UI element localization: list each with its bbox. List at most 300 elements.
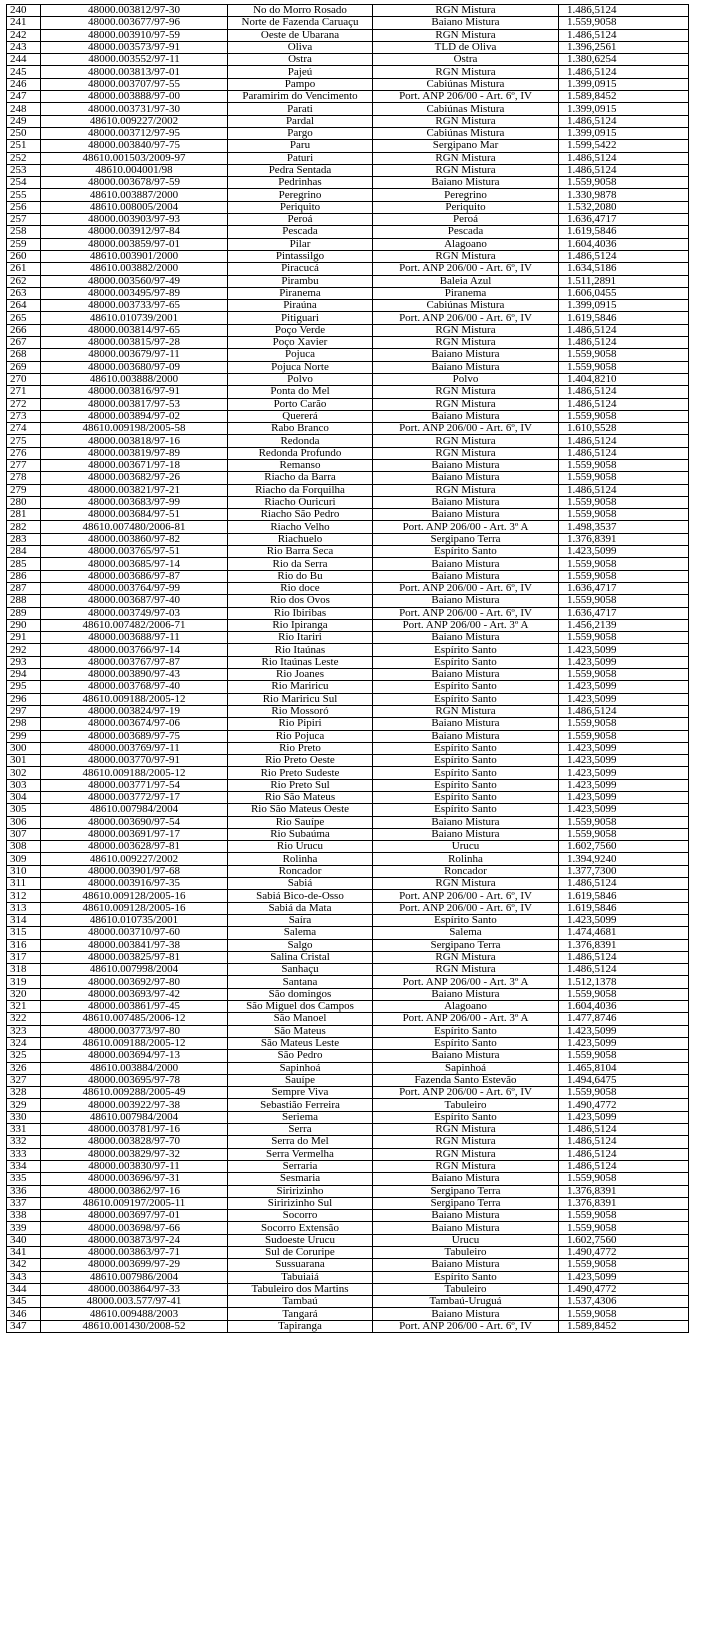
price-value-cell: 1.423,5099 xyxy=(559,914,689,926)
table-row xyxy=(7,447,689,459)
price-value-cell: 1.486,5124 xyxy=(559,1124,689,1136)
field-name-cell: Riachuelo xyxy=(228,533,373,545)
process-number-cell: 48000.003766/97-14 xyxy=(41,644,228,656)
field-name-cell: Ostra xyxy=(228,54,373,66)
row-number-cell: 289 xyxy=(7,607,41,619)
oil-type-cell: Tabuleiro xyxy=(373,1246,559,1258)
field-name-cell: Norte de Fazenda Caruaçu xyxy=(228,17,373,29)
row-number-cell: 317 xyxy=(7,951,41,963)
price-value-cell: 1.604,4036 xyxy=(559,238,689,250)
price-value-cell: 1.486,5124 xyxy=(559,878,689,890)
row-number-cell: 327 xyxy=(7,1074,41,1086)
table-row xyxy=(7,103,689,115)
field-name-cell: Oliva xyxy=(228,41,373,53)
oil-type-cell: Fazenda Santo Estevão xyxy=(373,1074,559,1086)
field-name-cell: Rio Preto Sudeste xyxy=(228,767,373,779)
field-name-cell: Rio São Mateus Oeste xyxy=(228,804,373,816)
field-name-cell: Redonda Profundo xyxy=(228,447,373,459)
table-row xyxy=(7,656,689,668)
field-name-cell: Santana xyxy=(228,976,373,988)
row-number-cell: 336 xyxy=(7,1185,41,1197)
process-number-cell: 48610.007998/2004 xyxy=(41,964,228,976)
row-number-cell: 345 xyxy=(7,1296,41,1308)
table-row xyxy=(7,914,689,926)
price-value-cell: 1.532,2080 xyxy=(559,201,689,213)
row-number-cell: 309 xyxy=(7,853,41,865)
row-number-cell: 241 xyxy=(7,17,41,29)
price-value-cell: 1.490,4772 xyxy=(559,1283,689,1295)
process-number-cell: 48000.003916/97-35 xyxy=(41,878,228,890)
row-number-cell: 244 xyxy=(7,54,41,66)
table-row xyxy=(7,1210,689,1222)
process-number-cell: 48000.003772/97-17 xyxy=(41,792,228,804)
row-number-cell: 249 xyxy=(7,115,41,127)
oil-type-cell: Port. ANP 206/00 - Art. 6º, IV xyxy=(373,423,559,435)
price-value-cell: 1.606,0455 xyxy=(559,287,689,299)
price-value-cell: 1.559,9058 xyxy=(559,988,689,1000)
oil-type-cell: Port. ANP 206/00 - Art. 3º A xyxy=(373,619,559,631)
process-number-cell: 48000.003824/97-19 xyxy=(41,705,228,717)
row-number-cell: 259 xyxy=(7,238,41,250)
row-number-cell: 294 xyxy=(7,669,41,681)
oil-type-cell: Port. ANP 206/00 - Art. 6º, IV xyxy=(373,607,559,619)
table-row xyxy=(7,189,689,201)
price-value-cell: 1.423,5099 xyxy=(559,656,689,668)
field-name-cell: Rio Pipiri xyxy=(228,718,373,730)
field-name-cell: Serra do Mel xyxy=(228,1136,373,1148)
process-number-cell: 48000.003829/97-32 xyxy=(41,1148,228,1160)
table-row xyxy=(7,349,689,361)
process-number-cell: 48610.007480/2006-81 xyxy=(41,521,228,533)
process-number-cell: 48000.003818/97-16 xyxy=(41,435,228,447)
row-number-cell: 331 xyxy=(7,1124,41,1136)
price-value-cell: 1.423,5099 xyxy=(559,1025,689,1037)
process-number-cell: 48000.003910/97-59 xyxy=(41,29,228,41)
oil-type-cell: Sergipano Terra xyxy=(373,1185,559,1197)
price-value-cell: 1.610,5528 xyxy=(559,423,689,435)
process-number-cell: 48610.003882/2000 xyxy=(41,263,228,275)
oil-type-cell: RGN Mistura xyxy=(373,447,559,459)
table-row xyxy=(7,78,689,90)
row-number-cell: 290 xyxy=(7,619,41,631)
row-number-cell: 278 xyxy=(7,472,41,484)
table-row xyxy=(7,792,689,804)
field-name-cell: Siririzinho Sul xyxy=(228,1197,373,1209)
table-row xyxy=(7,263,689,275)
price-value-cell: 1.559,9058 xyxy=(559,1222,689,1234)
process-number-cell: 48610.007482/2006-71 xyxy=(41,619,228,631)
table-row xyxy=(7,730,689,742)
table-row xyxy=(7,705,689,717)
process-number-cell: 48000.003695/97-78 xyxy=(41,1074,228,1086)
process-number-cell: 48000.003693/97-42 xyxy=(41,988,228,1000)
row-number-cell: 272 xyxy=(7,398,41,410)
oil-type-cell: RGN Mistura xyxy=(373,29,559,41)
process-number-cell: 48000.003686/97-87 xyxy=(41,570,228,582)
process-number-cell: 48610.003888/2000 xyxy=(41,373,228,385)
row-number-cell: 332 xyxy=(7,1136,41,1148)
process-number-cell: 48000.003817/97-53 xyxy=(41,398,228,410)
price-value-cell: 1.399,0915 xyxy=(559,103,689,115)
oil-type-cell: Baiano Mistura xyxy=(373,988,559,1000)
oil-type-cell: Espírito Santo xyxy=(373,1111,559,1123)
table-row xyxy=(7,570,689,582)
field-name-cell: Serra Vermelha xyxy=(228,1148,373,1160)
row-number-cell: 284 xyxy=(7,546,41,558)
price-value-cell: 1.486,5124 xyxy=(559,66,689,78)
field-name-cell: Roncador xyxy=(228,865,373,877)
price-value-cell: 1.465,8104 xyxy=(559,1062,689,1074)
table-row xyxy=(7,238,689,250)
row-number-cell: 287 xyxy=(7,582,41,594)
field-name-cell: Pedra Sentada xyxy=(228,164,373,176)
price-value-cell: 1.559,9058 xyxy=(559,1087,689,1099)
table-row xyxy=(7,361,689,373)
process-number-cell: 48000.003691/97-17 xyxy=(41,828,228,840)
field-name-cell: São Pedro xyxy=(228,1050,373,1062)
row-number-cell: 246 xyxy=(7,78,41,90)
price-value-cell: 1.486,5124 xyxy=(559,250,689,262)
oil-type-cell: Salema xyxy=(373,927,559,939)
row-number-cell: 262 xyxy=(7,275,41,287)
field-name-cell: Salina Cristal xyxy=(228,951,373,963)
price-value-cell: 1.559,9058 xyxy=(559,718,689,730)
process-number-cell: 48000.003687/97-40 xyxy=(41,595,228,607)
price-value-cell: 1.486,5124 xyxy=(559,1160,689,1172)
price-value-cell: 1.512,1378 xyxy=(559,976,689,988)
table-row xyxy=(7,41,689,53)
price-value-cell: 1.559,9058 xyxy=(559,816,689,828)
table-row xyxy=(7,693,689,705)
row-number-cell: 304 xyxy=(7,792,41,804)
price-value-cell: 1.559,9058 xyxy=(559,177,689,189)
table-row xyxy=(7,521,689,533)
oil-type-cell: RGN Mistura xyxy=(373,1124,559,1136)
field-name-cell: Rolinha xyxy=(228,853,373,865)
row-number-cell: 243 xyxy=(7,41,41,53)
field-name-cell: Sempre Viva xyxy=(228,1087,373,1099)
table-row xyxy=(7,484,689,496)
oil-type-cell: Cabiúnas Mistura xyxy=(373,127,559,139)
oil-type-cell: Baleia Azul xyxy=(373,275,559,287)
field-name-cell: Periquito xyxy=(228,201,373,213)
price-value-cell: 1.486,5124 xyxy=(559,1136,689,1148)
price-value-cell: 1.486,5124 xyxy=(559,115,689,127)
oil-type-cell: Port. ANP 206/00 - Art. 6º, IV xyxy=(373,890,559,902)
process-number-cell: 48610.010735/2001 xyxy=(41,914,228,926)
process-number-cell: 48610.009188/2005-12 xyxy=(41,693,228,705)
row-number-cell: 260 xyxy=(7,250,41,262)
table-row xyxy=(7,902,689,914)
process-number-cell: 48000.003769/97-11 xyxy=(41,742,228,754)
oil-type-cell: Port. ANP 206/00 - Art. 6º, IV xyxy=(373,582,559,594)
field-name-cell: Pedrinhas xyxy=(228,177,373,189)
table-row xyxy=(7,619,689,631)
oil-type-cell: RGN Mistura xyxy=(373,398,559,410)
process-number-cell: 48610.007984/2004 xyxy=(41,804,228,816)
field-name-cell: Pescada xyxy=(228,226,373,238)
table-row xyxy=(7,373,689,385)
price-value-cell: 1.486,5124 xyxy=(559,1148,689,1160)
table-row xyxy=(7,1013,689,1025)
price-value-cell: 1.486,5124 xyxy=(559,964,689,976)
row-number-cell: 311 xyxy=(7,878,41,890)
field-name-cell: Peroá xyxy=(228,214,373,226)
row-number-cell: 255 xyxy=(7,189,41,201)
oil-type-cell: Espírito Santo xyxy=(373,804,559,816)
oil-type-cell: Baiano Mistura xyxy=(373,595,559,607)
oil-type-cell: RGN Mistura xyxy=(373,164,559,176)
table-row xyxy=(7,300,689,312)
price-value-cell: 1.486,5124 xyxy=(559,484,689,496)
table-row xyxy=(7,398,689,410)
price-value-cell: 1.490,4772 xyxy=(559,1099,689,1111)
table-row xyxy=(7,410,689,422)
row-number-cell: 301 xyxy=(7,755,41,767)
table-row xyxy=(7,939,689,951)
row-number-cell: 318 xyxy=(7,964,41,976)
process-number-cell: 48000.003862/97-16 xyxy=(41,1185,228,1197)
table-row xyxy=(7,595,689,607)
row-number-cell: 281 xyxy=(7,509,41,521)
oil-type-cell: Polvo xyxy=(373,373,559,385)
oil-type-cell: Espírito Santo xyxy=(373,755,559,767)
process-number-cell: 48610.003884/2000 xyxy=(41,1062,228,1074)
row-number-cell: 295 xyxy=(7,681,41,693)
oil-type-cell: Espírito Santo xyxy=(373,742,559,754)
price-value-cell: 1.423,5099 xyxy=(559,693,689,705)
field-name-cell: Sesmaria xyxy=(228,1173,373,1185)
table-row xyxy=(7,250,689,262)
process-number-cell: 48000.003771/97-54 xyxy=(41,779,228,791)
process-number-cell: 48000.003773/97-80 xyxy=(41,1025,228,1037)
price-table xyxy=(6,4,689,1333)
field-name-cell: Riacho da Barra xyxy=(228,472,373,484)
table-row xyxy=(7,1283,689,1295)
process-number-cell: 48000.003890/97-43 xyxy=(41,669,228,681)
process-number-cell: 48610.009488/2003 xyxy=(41,1308,228,1320)
oil-type-cell: RGN Mistura xyxy=(373,5,559,17)
process-number-cell: 48610.007485/2006-12 xyxy=(41,1013,228,1025)
field-name-cell: Riacho São Pedro xyxy=(228,509,373,521)
process-number-cell: 48000.003828/97-70 xyxy=(41,1136,228,1148)
field-name-cell: Socorro xyxy=(228,1210,373,1222)
row-number-cell: 288 xyxy=(7,595,41,607)
row-number-cell: 323 xyxy=(7,1025,41,1037)
row-number-cell: 271 xyxy=(7,386,41,398)
price-value-cell: 1.486,5124 xyxy=(559,324,689,336)
table-row xyxy=(7,890,689,902)
process-number-cell: 48000.003688/97-11 xyxy=(41,632,228,644)
oil-type-cell: Espírito Santo xyxy=(373,914,559,926)
row-number-cell: 305 xyxy=(7,804,41,816)
oil-type-cell: Baiano Mistura xyxy=(373,361,559,373)
oil-type-cell: Espírito Santo xyxy=(373,656,559,668)
table-row xyxy=(7,878,689,890)
field-name-cell: Pampo xyxy=(228,78,373,90)
table-row xyxy=(7,927,689,939)
field-name-cell: Sul de Coruripe xyxy=(228,1246,373,1258)
table-row xyxy=(7,287,689,299)
row-number-cell: 340 xyxy=(7,1234,41,1246)
oil-type-cell: Baiano Mistura xyxy=(373,17,559,29)
row-number-cell: 319 xyxy=(7,976,41,988)
row-number-cell: 306 xyxy=(7,816,41,828)
process-number-cell: 48000.003749/97-03 xyxy=(41,607,228,619)
row-number-cell: 286 xyxy=(7,570,41,582)
table-row xyxy=(7,964,689,976)
field-name-cell: São Mateus xyxy=(228,1025,373,1037)
price-value-cell: 1.602,7560 xyxy=(559,841,689,853)
table-row xyxy=(7,1148,689,1160)
table-row xyxy=(7,435,689,447)
price-value-cell: 1.474,4681 xyxy=(559,927,689,939)
row-number-cell: 265 xyxy=(7,312,41,324)
field-name-cell: Tabuiaiá xyxy=(228,1271,373,1283)
process-number-cell: 48610.003887/2000 xyxy=(41,189,228,201)
row-number-cell: 303 xyxy=(7,779,41,791)
table-row xyxy=(7,5,689,17)
process-number-cell: 48610.010739/2001 xyxy=(41,312,228,324)
price-value-cell: 1.394,9240 xyxy=(559,853,689,865)
field-name-cell: Rio Preto Oeste xyxy=(228,755,373,767)
price-value-cell: 1.602,7560 xyxy=(559,1234,689,1246)
row-number-cell: 291 xyxy=(7,632,41,644)
field-name-cell: Rio Itaúnas xyxy=(228,644,373,656)
field-name-cell: Rio da Serra xyxy=(228,558,373,570)
process-number-cell: 48000.003694/97-13 xyxy=(41,1050,228,1062)
field-name-cell: Tangará xyxy=(228,1308,373,1320)
price-value-cell: 1.604,4036 xyxy=(559,1001,689,1013)
oil-type-cell: Espírito Santo xyxy=(373,681,559,693)
table-row xyxy=(7,1222,689,1234)
price-value-cell: 1.423,5099 xyxy=(559,804,689,816)
oil-type-cell: Baiano Mistura xyxy=(373,349,559,361)
price-value-cell: 1.559,9058 xyxy=(559,361,689,373)
table-row xyxy=(7,669,689,681)
price-value-cell: 1.559,9058 xyxy=(559,1173,689,1185)
price-value-cell: 1.559,9058 xyxy=(559,410,689,422)
table-row xyxy=(7,607,689,619)
field-name-cell: Parati xyxy=(228,103,373,115)
field-name-cell: Seriema xyxy=(228,1111,373,1123)
oil-type-cell: Baiano Mistura xyxy=(373,558,559,570)
oil-type-cell: Baiano Mistura xyxy=(373,177,559,189)
row-number-cell: 339 xyxy=(7,1222,41,1234)
row-number-cell: 267 xyxy=(7,337,41,349)
price-value-cell: 1.423,5099 xyxy=(559,779,689,791)
price-value-cell: 1.456,2139 xyxy=(559,619,689,631)
oil-type-cell: RGN Mistura xyxy=(373,705,559,717)
oil-type-cell: Baiano Mistura xyxy=(373,669,559,681)
oil-type-cell: Alagoano xyxy=(373,1001,559,1013)
price-value-cell: 1.559,9058 xyxy=(559,17,689,29)
oil-type-cell: RGN Mistura xyxy=(373,1148,559,1160)
row-number-cell: 313 xyxy=(7,902,41,914)
process-number-cell: 48000.003770/97-91 xyxy=(41,755,228,767)
process-number-cell: 48610.009227/2002 xyxy=(41,115,228,127)
row-number-cell: 269 xyxy=(7,361,41,373)
row-number-cell: 274 xyxy=(7,423,41,435)
process-number-cell: 48000.003731/97-30 xyxy=(41,103,228,115)
field-name-cell: Rio dos Ovos xyxy=(228,595,373,607)
oil-type-cell: Sergipano Mar xyxy=(373,140,559,152)
row-number-cell: 254 xyxy=(7,177,41,189)
table-row xyxy=(7,1037,689,1049)
field-name-cell: Polvo xyxy=(228,373,373,385)
oil-type-cell: RGN Mistura xyxy=(373,250,559,262)
row-number-cell: 253 xyxy=(7,164,41,176)
table-row xyxy=(7,1111,689,1123)
oil-type-cell: Tabuleiro xyxy=(373,1099,559,1111)
field-name-cell: Sabiá Bico-de-Osso xyxy=(228,890,373,902)
row-number-cell: 314 xyxy=(7,914,41,926)
price-value-cell: 1.486,5124 xyxy=(559,447,689,459)
oil-type-cell: Baiano Mistura xyxy=(373,816,559,828)
price-value-cell: 1.559,9058 xyxy=(559,472,689,484)
price-value-cell: 1.636,4717 xyxy=(559,214,689,226)
field-name-cell: Sussuarana xyxy=(228,1259,373,1271)
price-value-cell: 1.490,4772 xyxy=(559,1246,689,1258)
process-number-cell: 48000.003697/97-01 xyxy=(41,1210,228,1222)
table-row xyxy=(7,1197,689,1209)
table-row xyxy=(7,509,689,521)
field-name-cell: Rio Urucu xyxy=(228,841,373,853)
price-value-cell: 1.559,9058 xyxy=(559,828,689,840)
price-value-cell: 1.589,8452 xyxy=(559,1320,689,1332)
process-number-cell: 48610.009188/2005-12 xyxy=(41,767,228,779)
oil-type-cell: Espírito Santo xyxy=(373,767,559,779)
table-row xyxy=(7,54,689,66)
process-number-cell: 48000.003680/97-09 xyxy=(41,361,228,373)
row-number-cell: 268 xyxy=(7,349,41,361)
process-number-cell: 48610.009197/2005-11 xyxy=(41,1197,228,1209)
field-name-cell: Rabo Branco xyxy=(228,423,373,435)
table-row xyxy=(7,533,689,545)
process-number-cell: 48000.003912/97-84 xyxy=(41,226,228,238)
price-value-cell: 1.559,9058 xyxy=(559,1308,689,1320)
row-number-cell: 257 xyxy=(7,214,41,226)
table-row xyxy=(7,841,689,853)
table-row xyxy=(7,324,689,336)
field-name-cell: São domingos xyxy=(228,988,373,1000)
table-row xyxy=(7,1074,689,1086)
field-name-cell: Piraúna xyxy=(228,300,373,312)
field-name-cell: Poço Verde xyxy=(228,324,373,336)
oil-type-cell: Port. ANP 206/00 - Art. 6º, IV xyxy=(373,902,559,914)
oil-type-cell: RGN Mistura xyxy=(373,484,559,496)
price-value-cell: 1.399,0915 xyxy=(559,300,689,312)
process-number-cell: 48000.003671/97-18 xyxy=(41,459,228,471)
process-number-cell: 48610.009288/2005-49 xyxy=(41,1087,228,1099)
table-row xyxy=(7,459,689,471)
price-value-cell: 1.376,8391 xyxy=(559,533,689,545)
table-row xyxy=(7,214,689,226)
price-value-cell: 1.559,9058 xyxy=(559,349,689,361)
oil-type-cell: RGN Mistura xyxy=(373,324,559,336)
field-name-cell: Quererá xyxy=(228,410,373,422)
process-number-cell: 48000.003684/97-51 xyxy=(41,509,228,521)
table-row xyxy=(7,312,689,324)
field-name-cell: Rio Joanes xyxy=(228,669,373,681)
oil-type-cell: RGN Mistura xyxy=(373,964,559,976)
price-value-cell: 1.559,9058 xyxy=(559,669,689,681)
price-value-cell: 1.559,9058 xyxy=(559,1259,689,1271)
table-row xyxy=(7,718,689,730)
row-number-cell: 344 xyxy=(7,1283,41,1295)
table-row xyxy=(7,644,689,656)
field-name-cell: Pojuca xyxy=(228,349,373,361)
